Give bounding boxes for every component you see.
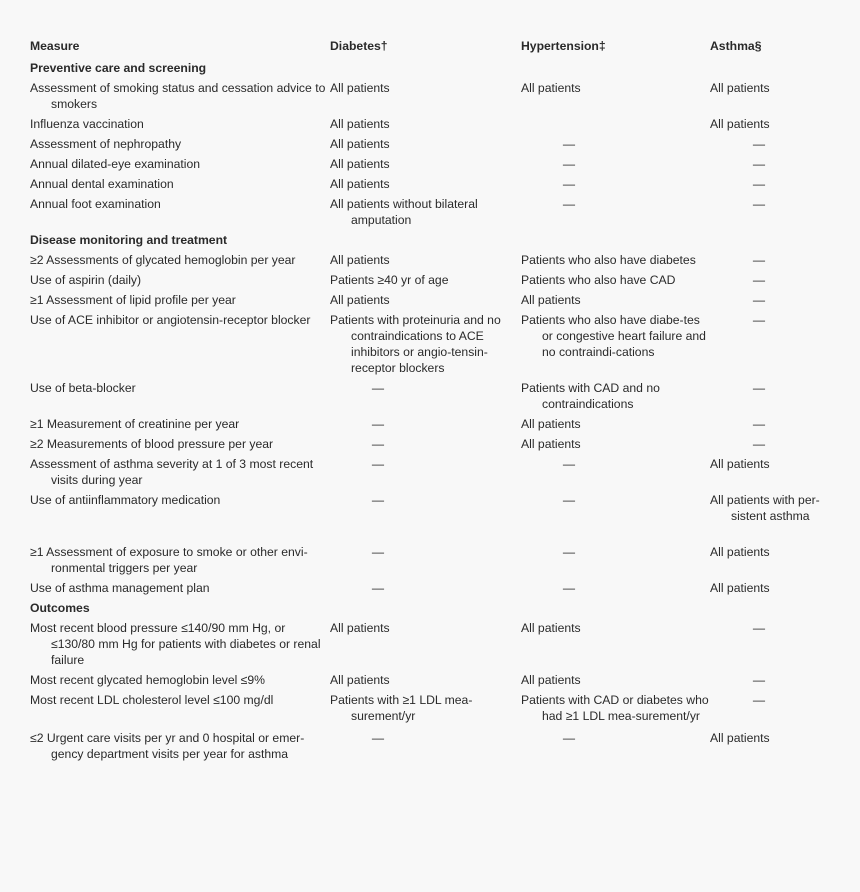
diabetes-cell: All patients [330, 177, 390, 191]
asthma-cell: — [752, 437, 766, 451]
hypertension-cell: — [562, 545, 576, 559]
hypertension-cell: All patients [521, 293, 581, 307]
asthma-cell: All patients [710, 117, 770, 131]
diabetes-cell: Patients with ≥1 LDL mea-surement/yr [330, 693, 473, 723]
table-row [30, 492, 845, 544]
hypertension-cell: — [562, 177, 576, 191]
diabetes-cell: — [371, 381, 385, 395]
asthma-cell: — [752, 621, 766, 635]
measure-cell: Most recent blood pressure ≤140/90 mm Hg, or ≤130/80 mm Hg for patients with diabetes or renal failure [30, 621, 321, 667]
asthma-cell: — [752, 417, 766, 431]
asthma-cell: — [752, 673, 766, 687]
diabetes-cell: All patients [330, 293, 390, 307]
hypertension-cell: — [562, 157, 576, 171]
asthma-cell: — [752, 157, 766, 171]
table-row [30, 136, 845, 156]
asthma-cell: All patients [710, 581, 770, 595]
asthma-cell: — [752, 381, 766, 395]
diabetes-cell: All patients [330, 117, 390, 131]
diabetes-cell: — [371, 457, 385, 471]
asthma-cell: — [752, 253, 766, 267]
table-row [30, 456, 845, 492]
table-row [30, 416, 845, 436]
measure-cell: Annual foot examination [30, 197, 161, 211]
table-row [30, 292, 845, 312]
diabetes-cell: Patients ≥40 yr of age [330, 273, 449, 287]
asthma-cell: — [752, 137, 766, 151]
hypertension-cell: All patients [521, 81, 581, 95]
quality-measures-table [30, 38, 845, 766]
hypertension-cell: Patients who also have diabetes [521, 253, 696, 267]
measure-cell: Use of aspirin (daily) [30, 273, 142, 287]
hypertension-cell: Patients who also have CAD [521, 273, 676, 287]
table-row [30, 380, 845, 416]
table-row [30, 196, 845, 232]
diabetes-cell: — [371, 493, 385, 507]
table-row [30, 272, 845, 292]
hypertension-cell: — [562, 137, 576, 151]
measure-cell: Assessment of nephropathy [30, 137, 182, 151]
table-row [30, 156, 845, 176]
diabetes-cell: All patients [330, 137, 390, 151]
diabetes-cell: All patients [330, 81, 390, 95]
table-header-row [30, 38, 845, 60]
section-title: Preventive care and screening [30, 61, 207, 75]
diabetes-cell: All patients without bilateral amputation [330, 197, 478, 227]
measure-cell: Assessment of smoking status and cessation advice to smokers [30, 81, 326, 111]
table-row [30, 620, 845, 672]
hypertension-cell: — [562, 457, 576, 471]
asthma-cell: — [752, 313, 766, 327]
table-row [30, 692, 845, 730]
measure-cell: Most recent LDL cholesterol level ≤100 mg/dl [30, 693, 274, 707]
table-row [30, 436, 845, 456]
measure-cell: Use of ACE inhibitor or angiotensin-receptor blocker [30, 313, 311, 327]
section-header-row [30, 600, 845, 620]
asthma-cell: All patients with per-sistent asthma [710, 493, 820, 523]
hypertension-cell: Patients with CAD and no contraindications [521, 381, 660, 411]
measure-cell: Most recent glycated hemoglobin level ≤9% [30, 673, 265, 687]
section-title: Outcomes [30, 601, 90, 615]
asthma-cell: All patients [710, 545, 770, 559]
hypertension-cell: — [562, 581, 576, 595]
table-row [30, 544, 845, 580]
table-row [30, 252, 845, 272]
asthma-cell: All patients [710, 457, 770, 471]
measure-cell: ≥1 Measurement of creatinine per year [30, 417, 240, 431]
diabetes-cell: All patients [330, 253, 390, 267]
asthma-cell: — [752, 273, 766, 287]
table-row [30, 580, 845, 600]
measure-cell: Use of beta-blocker [30, 381, 136, 395]
table-row [30, 730, 845, 766]
asthma-cell: — [752, 693, 766, 707]
measure-cell: Use of antiinflammatory medication [30, 493, 221, 507]
table-row [30, 672, 845, 692]
header-diabetes: Diabetes† [330, 39, 388, 53]
measure-cell: Annual dental examination [30, 177, 174, 191]
hypertension-cell: — [562, 197, 576, 211]
hypertension-cell: All patients [521, 621, 581, 635]
table-row [30, 80, 845, 116]
asthma-cell: — [752, 293, 766, 307]
measure-cell: Assessment of asthma severity at 1 of 3 most recent visits during year [30, 457, 314, 487]
asthma-cell: — [752, 177, 766, 191]
diabetes-cell: Patients with proteinuria and no contraindications to ACE inhibitors or angio-tensin-receptor blockers [330, 313, 501, 375]
hypertension-cell: All patients [521, 673, 581, 687]
section-title: Disease monitoring and treatment [30, 233, 228, 247]
header-hypertension: Hypertension‡ [521, 39, 606, 53]
section-header-row [30, 60, 845, 80]
section-header-row [30, 232, 845, 252]
hypertension-cell: Patients who also have diabe-tes or congestive heart failure and no contraindi-cations [521, 313, 706, 359]
measure-cell: Use of asthma management plan [30, 581, 210, 595]
hypertension-cell: All patients [521, 437, 581, 451]
diabetes-cell: — [371, 581, 385, 595]
measure-cell: Influenza vaccination [30, 117, 144, 131]
hypertension-cell: All patients [521, 417, 581, 431]
measure-cell: ≤2 Urgent care visits per yr and 0 hospital or emer-gency department visits per year for asthma [30, 731, 305, 761]
diabetes-cell: — [371, 417, 385, 431]
diabetes-cell: — [371, 731, 385, 745]
hypertension-cell: — [562, 731, 576, 745]
diabetes-cell: — [371, 545, 385, 559]
asthma-cell: All patients [710, 731, 770, 745]
measure-cell: ≥2 Measurements of blood pressure per year [30, 437, 274, 451]
hypertension-cell: Patients with CAD or diabetes who had ≥1 LDL mea-surement/yr [521, 693, 709, 723]
header-asthma: Asthma§ [710, 39, 762, 53]
hypertension-cell: — [562, 493, 576, 507]
diabetes-cell: All patients [330, 673, 390, 687]
measure-cell: ≥2 Assessments of glycated hemoglobin per year [30, 253, 296, 267]
diabetes-cell: All patients [330, 621, 390, 635]
table-row [30, 312, 845, 380]
asthma-cell: All patients [710, 81, 770, 95]
header-measure: Measure [30, 39, 80, 53]
measure-cell: ≥1 Assessment of lipid profile per year [30, 293, 236, 307]
table-row [30, 116, 845, 136]
diabetes-cell: All patients [330, 157, 390, 171]
measure-cell: ≥1 Assessment of exposure to smoke or other envi-ronmental triggers per year [30, 545, 308, 575]
diabetes-cell: — [371, 437, 385, 451]
table-row [30, 176, 845, 196]
asthma-cell: — [752, 197, 766, 211]
measure-cell: Annual dilated-eye examination [30, 157, 201, 171]
